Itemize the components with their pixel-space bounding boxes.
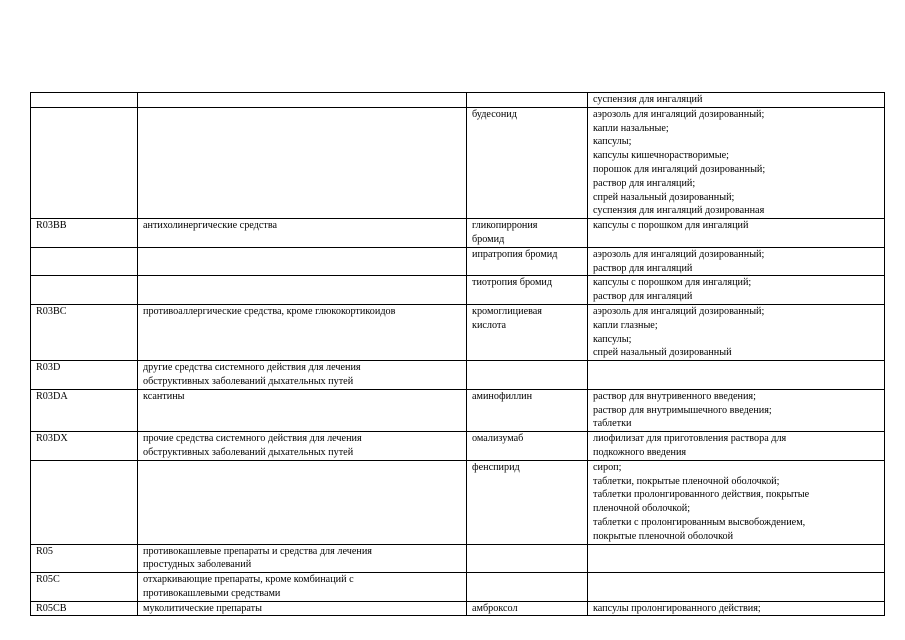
drug-name-cell xyxy=(467,573,588,602)
atc-code-cell: R05CB xyxy=(31,601,138,616)
atc-code-cell xyxy=(31,247,138,276)
dosage-form-cell: аэрозоль для ингаляций дозированный; раствор для ингаляций xyxy=(588,247,885,276)
group-name-cell xyxy=(138,107,467,218)
atc-code-cell: R03D xyxy=(31,361,138,390)
dosage-form-cell xyxy=(588,544,885,573)
drug-name-cell: тиотропия бромид xyxy=(467,276,588,305)
table-row xyxy=(31,432,885,461)
atc-code-cell xyxy=(31,107,138,218)
group-name-cell: другие средства системного действия для лечения обструктивных заболеваний дыхательных путей xyxy=(138,361,467,390)
table-row xyxy=(31,361,885,390)
atc-code-cell: R05 xyxy=(31,544,138,573)
atc-code-cell: R03BB xyxy=(31,219,138,248)
table-row xyxy=(31,276,885,305)
atc-code-cell: R03DA xyxy=(31,389,138,431)
group-name-cell: антихолинергические средства xyxy=(138,219,467,248)
drug-name-cell: амброксол xyxy=(467,601,588,616)
drug-name-cell xyxy=(467,544,588,573)
table-row xyxy=(31,573,885,602)
table-row xyxy=(31,247,885,276)
group-name-cell: отхаркивающие препараты, кроме комбинаций с противокашлевыми средствами xyxy=(138,573,467,602)
drug-table xyxy=(30,92,885,616)
group-name-cell xyxy=(138,93,467,108)
dosage-form-cell: аэрозоль для ингаляций дозированный; капли глазные; капсулы; спрей назальный дозированный xyxy=(588,304,885,360)
dosage-form-cell: раствор для внутривенного введения; раствор для внутримышечного введения; таблетки xyxy=(588,389,885,431)
atc-code-cell xyxy=(31,93,138,108)
drug-name-cell: ипратропия бромид xyxy=(467,247,588,276)
drug-name-cell: омализумаб xyxy=(467,432,588,461)
atc-code-cell: R03DX xyxy=(31,432,138,461)
dosage-form-cell xyxy=(588,573,885,602)
dosage-form-cell: суспензия для ингаляций xyxy=(588,93,885,108)
group-name-cell: муколитические препараты xyxy=(138,601,467,616)
group-name-cell: противокашлевые препараты и средства для лечения простудных заболеваний xyxy=(138,544,467,573)
atc-code-cell: R03BC xyxy=(31,304,138,360)
table-row xyxy=(31,544,885,573)
group-name-cell: ксантины xyxy=(138,389,467,431)
table-row xyxy=(31,304,885,360)
drug-name-cell: будесонид xyxy=(467,107,588,218)
drug-name-cell: кромоглициевая кислота xyxy=(467,304,588,360)
dosage-form-cell: капсулы пролонгированного действия; xyxy=(588,601,885,616)
dosage-form-cell: лиофилизат для приготовления раствора для подкожного введения xyxy=(588,432,885,461)
group-name-cell: прочие средства системного действия для лечения обструктивных заболеваний дыхательных путей xyxy=(138,432,467,461)
drug-name-cell xyxy=(467,361,588,390)
table-row xyxy=(31,460,885,544)
dosage-form-cell xyxy=(588,361,885,390)
drug-name-cell: аминофиллин xyxy=(467,389,588,431)
group-name-cell: противоаллергические средства, кроме глюкокортикоидов xyxy=(138,304,467,360)
dosage-form-cell: капсулы с порошком для ингаляций; раствор для ингаляций xyxy=(588,276,885,305)
atc-code-cell: R05C xyxy=(31,573,138,602)
atc-code-cell xyxy=(31,276,138,305)
table-row xyxy=(31,601,885,616)
drug-name-cell: гликопиррония бромид xyxy=(467,219,588,248)
table-row xyxy=(31,93,885,108)
dosage-form-cell: сироп; таблетки, покрытые пленочной оболочкой; таблетки пролонгированного действия, покрытые пленочной оболочкой; таблетки с пролонгированным высвобождением, покрытые пленочной оболочкой xyxy=(588,460,885,544)
table-row xyxy=(31,107,885,218)
dosage-form-cell: капсулы с порошком для ингаляций xyxy=(588,219,885,248)
group-name-cell xyxy=(138,276,467,305)
table-row xyxy=(31,389,885,431)
table-row xyxy=(31,219,885,248)
group-name-cell xyxy=(138,247,467,276)
drug-name-cell xyxy=(467,93,588,108)
atc-code-cell xyxy=(31,460,138,544)
dosage-form-cell: аэрозоль для ингаляций дозированный; капли назальные; капсулы; капсулы кишечнорастворимые; порошок для ингаляций дозированный; раствор для ингаляций; спрей назальный дозированный; суспензия для ингаляций дозированная xyxy=(588,107,885,218)
drug-name-cell: фенспирид xyxy=(467,460,588,544)
group-name-cell xyxy=(138,460,467,544)
table-body xyxy=(31,93,885,616)
